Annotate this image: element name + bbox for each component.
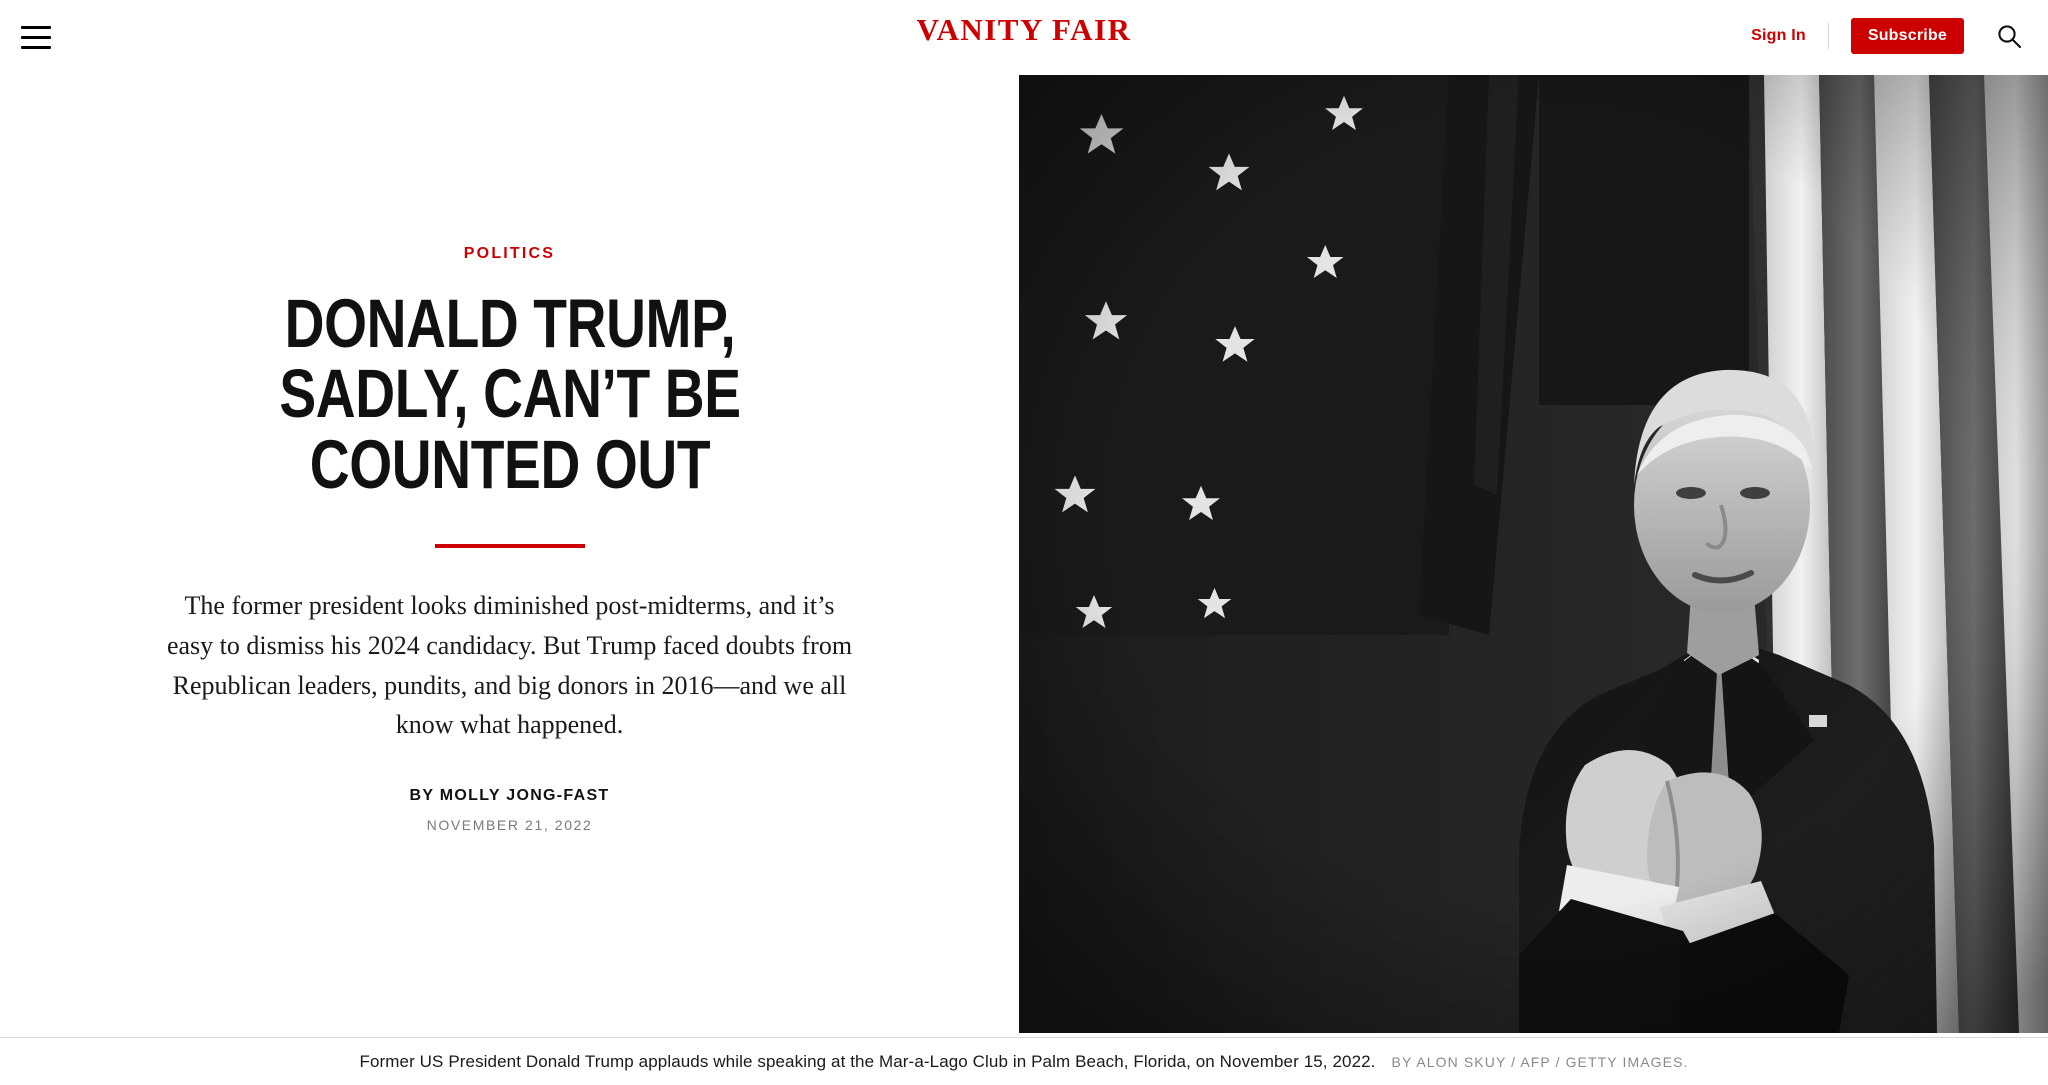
hero-image [1019,75,2048,1033]
author-link[interactable]: MOLLY JONG-FAST [439,787,610,805]
image-caption: Former US President Donald Trump applauds while speaking at the Mar-a-Lago Club in Palm Beach, Florida, on November 15, 2022. [359,1051,1376,1071]
image-caption-bar [0,1037,2048,1085]
hamburger-bar [21,36,51,39]
site-header [0,0,2048,72]
article-dek: The former president looks diminished post-midterms, and it’s easy to dismiss his 2024 candidacy. But Trump faced doubts from Republican leaders, pundits, and big donors in 2016—and we all know what happened. [166,591,853,740]
header-divider [1828,23,1829,49]
article-header-block [0,75,1019,1033]
hamburger-icon[interactable] [14,16,58,58]
subscribe-button[interactable]: Subscribe [1851,18,1964,54]
category-label[interactable]: POLITICS [463,244,556,262]
publish-date: NOVEMBER 21, 2022 [426,817,593,834]
byline [409,787,609,805]
hamburger-bar [21,46,51,49]
header-actions [1751,0,2026,72]
byline-prefix: BY [409,787,435,805]
page-title: DONALD TRUMP, SADLY, CAN’T BE COUNTED OUT [278,284,741,503]
sign-in-link[interactable]: Sign In [1751,27,1806,44]
title-rule [435,544,585,548]
image-credit: BY ALON SKUY / AFP / GETTY IMAGES. [1391,1053,1689,1070]
search-icon[interactable] [1992,19,2026,53]
site-logo[interactable]: VANITY FAIR [916,12,1132,47]
hamburger-bar [21,26,51,29]
